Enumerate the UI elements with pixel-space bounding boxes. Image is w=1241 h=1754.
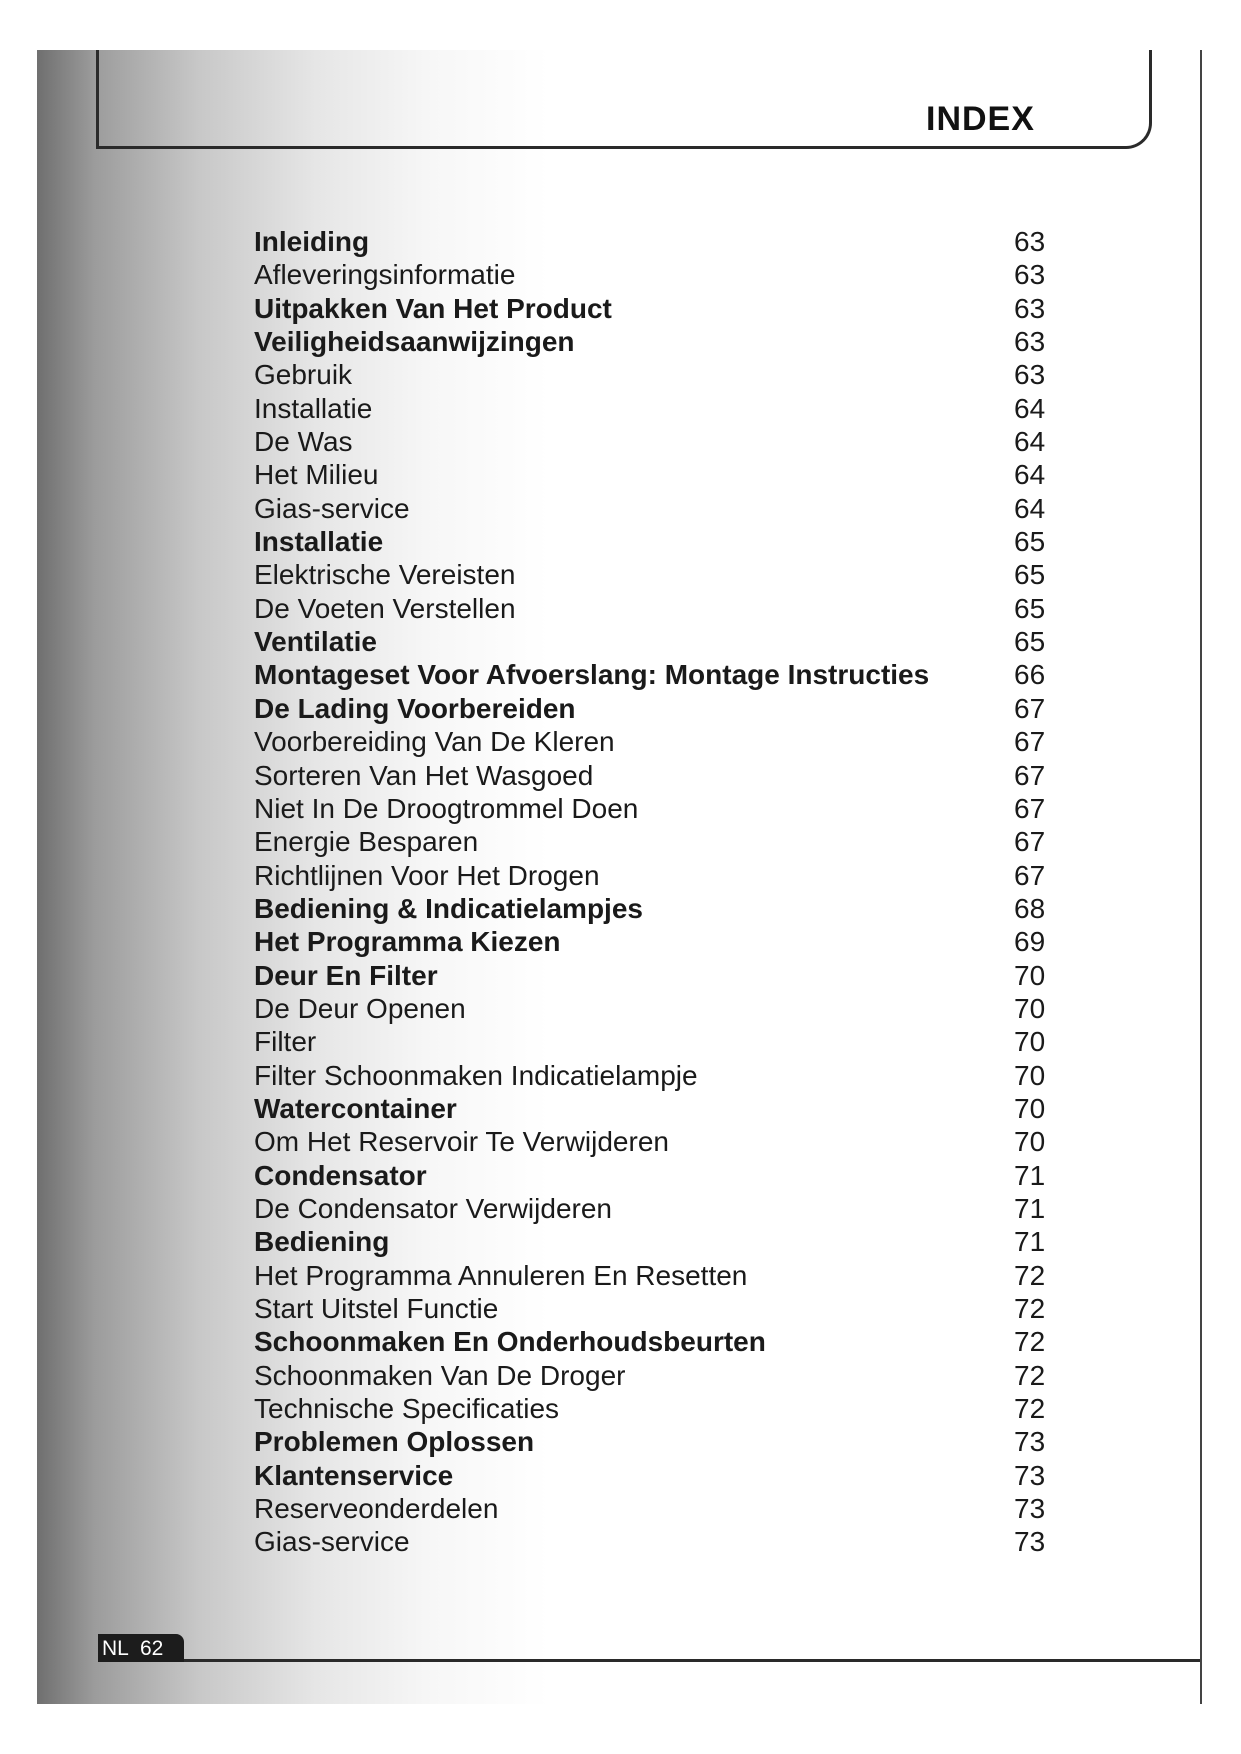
toc-entry-title: De Deur Openen	[254, 992, 466, 1024]
toc-entry	[254, 1459, 1074, 1492]
toc-entry-page: 64	[1014, 426, 1046, 458]
toc-entry-page: 70	[1014, 1092, 1046, 1124]
toc-entry	[254, 959, 1074, 992]
toc-entry-page: 70	[1014, 1059, 1046, 1091]
toc-entry-page: 63	[1014, 259, 1046, 291]
toc-entry-page: 67	[1014, 759, 1046, 791]
toc-entry	[254, 692, 1074, 725]
toc-entry-title: Ventilatie	[254, 626, 377, 658]
toc-entry-title: Montageset Voor Afvoerslang: Montage Instructies	[254, 659, 930, 691]
toc-entry-title: Filter Schoonmaken Indicatielampje	[254, 1059, 698, 1091]
toc-entry	[254, 1225, 1074, 1258]
toc-entry	[254, 292, 1074, 325]
toc-entry	[254, 1159, 1074, 1192]
toc-entry	[254, 892, 1074, 925]
toc-entry-title: Uitpakken Van Het Product	[254, 292, 612, 324]
toc-entry-page: 71	[1014, 1159, 1046, 1191]
toc-entry	[254, 1525, 1074, 1558]
toc-entry	[254, 1292, 1074, 1325]
toc-entry-title: Schoonmaken Van De Droger	[254, 1359, 626, 1391]
toc-entry	[254, 725, 1074, 758]
toc-entry-page: 72	[1014, 1259, 1046, 1291]
toc-entry-title: Niet In De Droogtrommel Doen	[254, 792, 639, 824]
toc-entry-title: Elektrische Vereisten	[254, 559, 516, 591]
toc-entry-page: 69	[1014, 926, 1046, 958]
toc-entry-page: 67	[1014, 726, 1046, 758]
toc-entry-title: Deur En Filter	[254, 959, 438, 991]
toc-entry-page: 72	[1014, 1293, 1046, 1324]
toc-entry-page: 71	[1014, 1192, 1046, 1224]
toc-entry	[254, 558, 1074, 591]
toc-entry	[254, 759, 1074, 792]
toc-entry-page: 65	[1014, 526, 1046, 558]
toc-entry-page: 67	[1014, 792, 1046, 824]
toc-entry-page: 72	[1014, 1326, 1046, 1358]
toc-entry	[254, 992, 1074, 1025]
toc-entry	[254, 1492, 1074, 1525]
toc-entry-title: Veiligheidsaanwijzingen	[254, 326, 575, 358]
toc-entry-title: Richtlijnen Voor Het Drogen	[254, 859, 600, 891]
toc-entry-page: 65	[1014, 559, 1046, 591]
toc-entry	[254, 458, 1074, 491]
toc-entry	[254, 258, 1074, 291]
toc-entry-title: Installatie	[254, 392, 373, 424]
toc-entry-title: Het Programma Annuleren En Resetten	[254, 1259, 748, 1291]
toc-entry-title: De Was	[254, 426, 353, 458]
toc-entry	[254, 1425, 1074, 1458]
toc-entry-title: Energie Besparen	[254, 826, 479, 858]
toc-entry-page: 64	[1014, 392, 1046, 424]
toc-entry-page: 63	[1014, 359, 1046, 391]
toc-entry-page: 73	[1014, 1526, 1046, 1558]
toc-entry-page: 73	[1014, 1493, 1046, 1525]
toc-entry	[254, 592, 1074, 625]
toc-entry-title: Gias-service	[254, 1526, 410, 1558]
toc-entry	[254, 1392, 1074, 1425]
toc-entry	[254, 1259, 1074, 1292]
toc-entry-page: 70	[1014, 959, 1046, 991]
toc-entry	[254, 658, 1074, 691]
toc-entry-title: Voorbereiding Van De Kleren	[254, 726, 615, 758]
toc-entry-title: Start Uitstel Functie	[254, 1293, 499, 1324]
toc-entry-title: Bediening	[254, 1226, 390, 1258]
toc-entry	[254, 325, 1074, 358]
toc-entry	[254, 1325, 1074, 1358]
toc-entry-page: 70	[1014, 1026, 1046, 1058]
toc-entry	[254, 1359, 1074, 1392]
toc-entry-title: Klantenservice	[254, 1459, 454, 1491]
toc-entry-page: 63	[1014, 292, 1046, 324]
toc-entry-page: 63	[1014, 226, 1046, 257]
toc-entry-page: 64	[1014, 459, 1046, 491]
toc-entry-page: 65	[1014, 592, 1046, 624]
toc-entry-page: 70	[1014, 992, 1046, 1024]
toc-entry-title: Reserveonderdelen	[254, 1493, 499, 1525]
toc-entry-title: Inleiding	[254, 226, 370, 257]
toc-entry	[254, 492, 1074, 525]
toc-entry	[254, 792, 1074, 825]
toc-entry-page: 70	[1014, 1126, 1046, 1158]
toc-entry-title: De Lading Voorbereiden	[254, 692, 576, 724]
toc-entry-title: Gias-service	[254, 492, 410, 524]
toc-entry	[254, 525, 1074, 558]
toc-entry-title: Het Milieu	[254, 459, 379, 491]
toc-entry	[254, 1092, 1074, 1125]
toc-entry-page: 72	[1014, 1359, 1046, 1391]
toc-entry-page: 67	[1014, 826, 1046, 858]
toc-entry	[254, 1025, 1074, 1058]
toc-entry-page: 73	[1014, 1459, 1046, 1491]
toc-entry-title: Filter	[254, 1026, 317, 1058]
toc-entry	[254, 358, 1074, 391]
footer-rule	[184, 1659, 1200, 1662]
toc-entry	[254, 225, 1074, 258]
right-border-rule	[1200, 50, 1202, 1704]
toc-entry-page: 67	[1014, 859, 1046, 891]
toc-entry	[254, 425, 1074, 458]
page-title: INDEX	[926, 100, 1035, 138]
toc-entry-title: Installatie	[254, 526, 384, 558]
toc-entry-title: Afleveringsinformatie	[254, 259, 516, 291]
toc-entry-page: 66	[1014, 659, 1046, 691]
footer-language: NL	[102, 1637, 129, 1660]
toc-entry-page: 65	[1014, 626, 1046, 658]
toc-entry-title: Schoonmaken En Onderhoudsbeurten	[254, 1326, 766, 1358]
toc-entry-page: 67	[1014, 692, 1046, 724]
toc-entry	[254, 1192, 1074, 1225]
toc-entry-page: 68	[1014, 892, 1046, 924]
toc-entry-page: 73	[1014, 1426, 1046, 1458]
toc-entry-title: Gebruik	[254, 359, 353, 391]
toc-entry-title: Bediening & Indicatielampjes	[254, 892, 643, 924]
toc-entry-page: 64	[1014, 492, 1046, 524]
toc-entry	[254, 925, 1074, 958]
table-of-contents	[254, 225, 1074, 1559]
toc-entry-title: Problemen Oplossen	[254, 1426, 535, 1458]
toc-entry-title: De Condensator Verwijderen	[254, 1192, 612, 1224]
toc-entry	[254, 859, 1074, 892]
toc-entry	[254, 1125, 1074, 1158]
toc-entry-page: 71	[1014, 1226, 1046, 1258]
toc-entry-title: Het Programma Kiezen	[254, 926, 561, 958]
toc-entry-page: 63	[1014, 326, 1046, 358]
toc-entry	[254, 625, 1074, 658]
toc-entry-title: Sorteren Van Het Wasgoed	[254, 759, 594, 791]
toc-entry-page: 72	[1014, 1393, 1046, 1425]
toc-entry-title: Condensator	[254, 1159, 427, 1191]
footer-page-number: 62	[140, 1637, 164, 1660]
toc-entry-title: De Voeten Verstellen	[254, 592, 516, 624]
toc-entry	[254, 825, 1074, 858]
toc-entry-title: Om Het Reservoir Te Verwijderen	[254, 1126, 669, 1158]
toc-entry	[254, 392, 1074, 425]
toc-entry-title: Watercontainer	[254, 1092, 457, 1124]
toc-entry	[254, 1059, 1074, 1092]
toc-entry-title: Technische Specificaties	[254, 1393, 560, 1425]
